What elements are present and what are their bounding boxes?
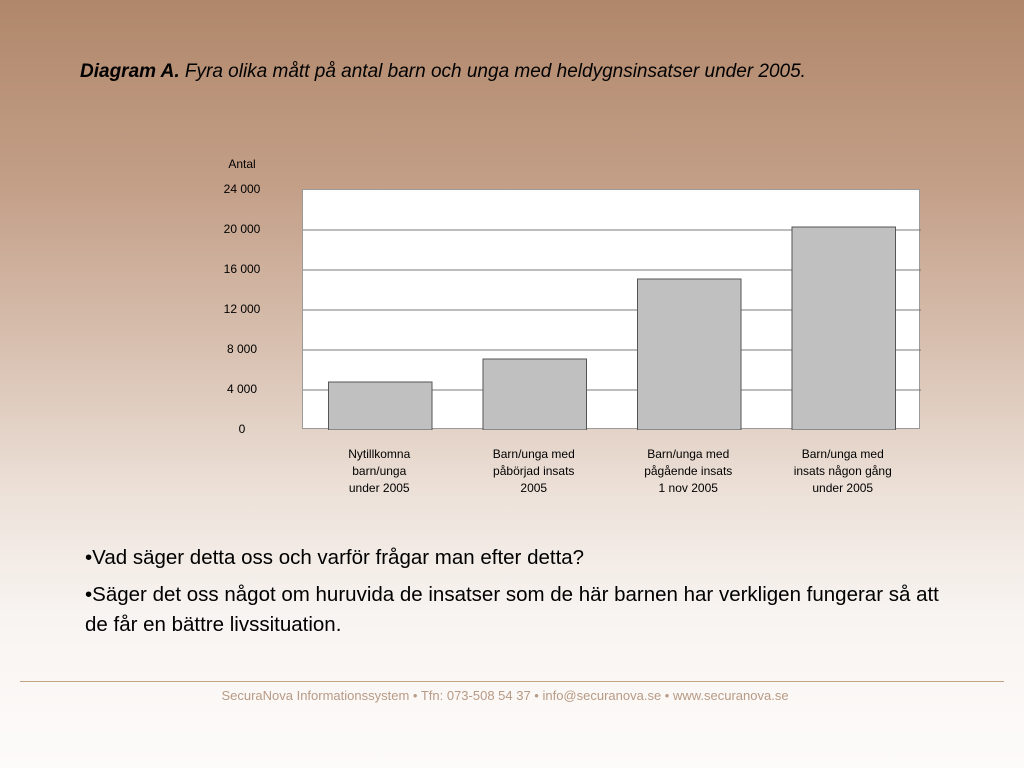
bar xyxy=(483,359,587,430)
y-tick-label: 12 000 xyxy=(223,302,261,316)
x-tick-label: Barn/unga med pågående insats 1 nov 2005 xyxy=(644,447,733,495)
y-tick-label: 4 000 xyxy=(226,382,258,396)
bullet-list xyxy=(85,543,945,647)
x-tick-label: Nytillkomna barn/unga under 2005 xyxy=(348,447,411,495)
bar-chart xyxy=(303,190,921,430)
bullet-item-1: •Vad säger detta oss och varför frågar man efter detta? xyxy=(85,546,585,569)
y-tick-label: 16 000 xyxy=(223,262,261,276)
y-tick-label: 20 000 xyxy=(223,222,261,236)
x-tick-label: Barn/unga med insats någon gång under 2005 xyxy=(793,447,892,495)
bar xyxy=(637,279,741,430)
chart-title-text: Fyra olika mått på antal barn och unga med heldygnsinsatser under 2005. xyxy=(179,61,806,82)
bullet-item-2: •Säger det oss något om huruvida de insatser som de här barnen har verkligen fungerar så att de får en bättre livssituation. xyxy=(85,583,939,636)
footer-divider xyxy=(20,681,1004,682)
chart-title xyxy=(80,61,980,83)
chart-title-prefix: Diagram A. xyxy=(80,61,180,82)
x-tick-label: Barn/unga med påbörjad insats 2005 xyxy=(492,447,575,495)
footer-text: SecuraNova Informationssystem • Tfn: 073-508 54 37 • info@securanova.se • www.securanova.se xyxy=(221,688,789,703)
y-axis-label: Antal xyxy=(228,157,256,171)
y-tick-label: 24 000 xyxy=(223,182,261,196)
plot-area xyxy=(302,189,920,429)
y-tick-label: 8 000 xyxy=(226,342,258,356)
y-tick-label: 0 xyxy=(238,422,246,436)
bar xyxy=(328,382,432,430)
bar xyxy=(792,227,896,430)
